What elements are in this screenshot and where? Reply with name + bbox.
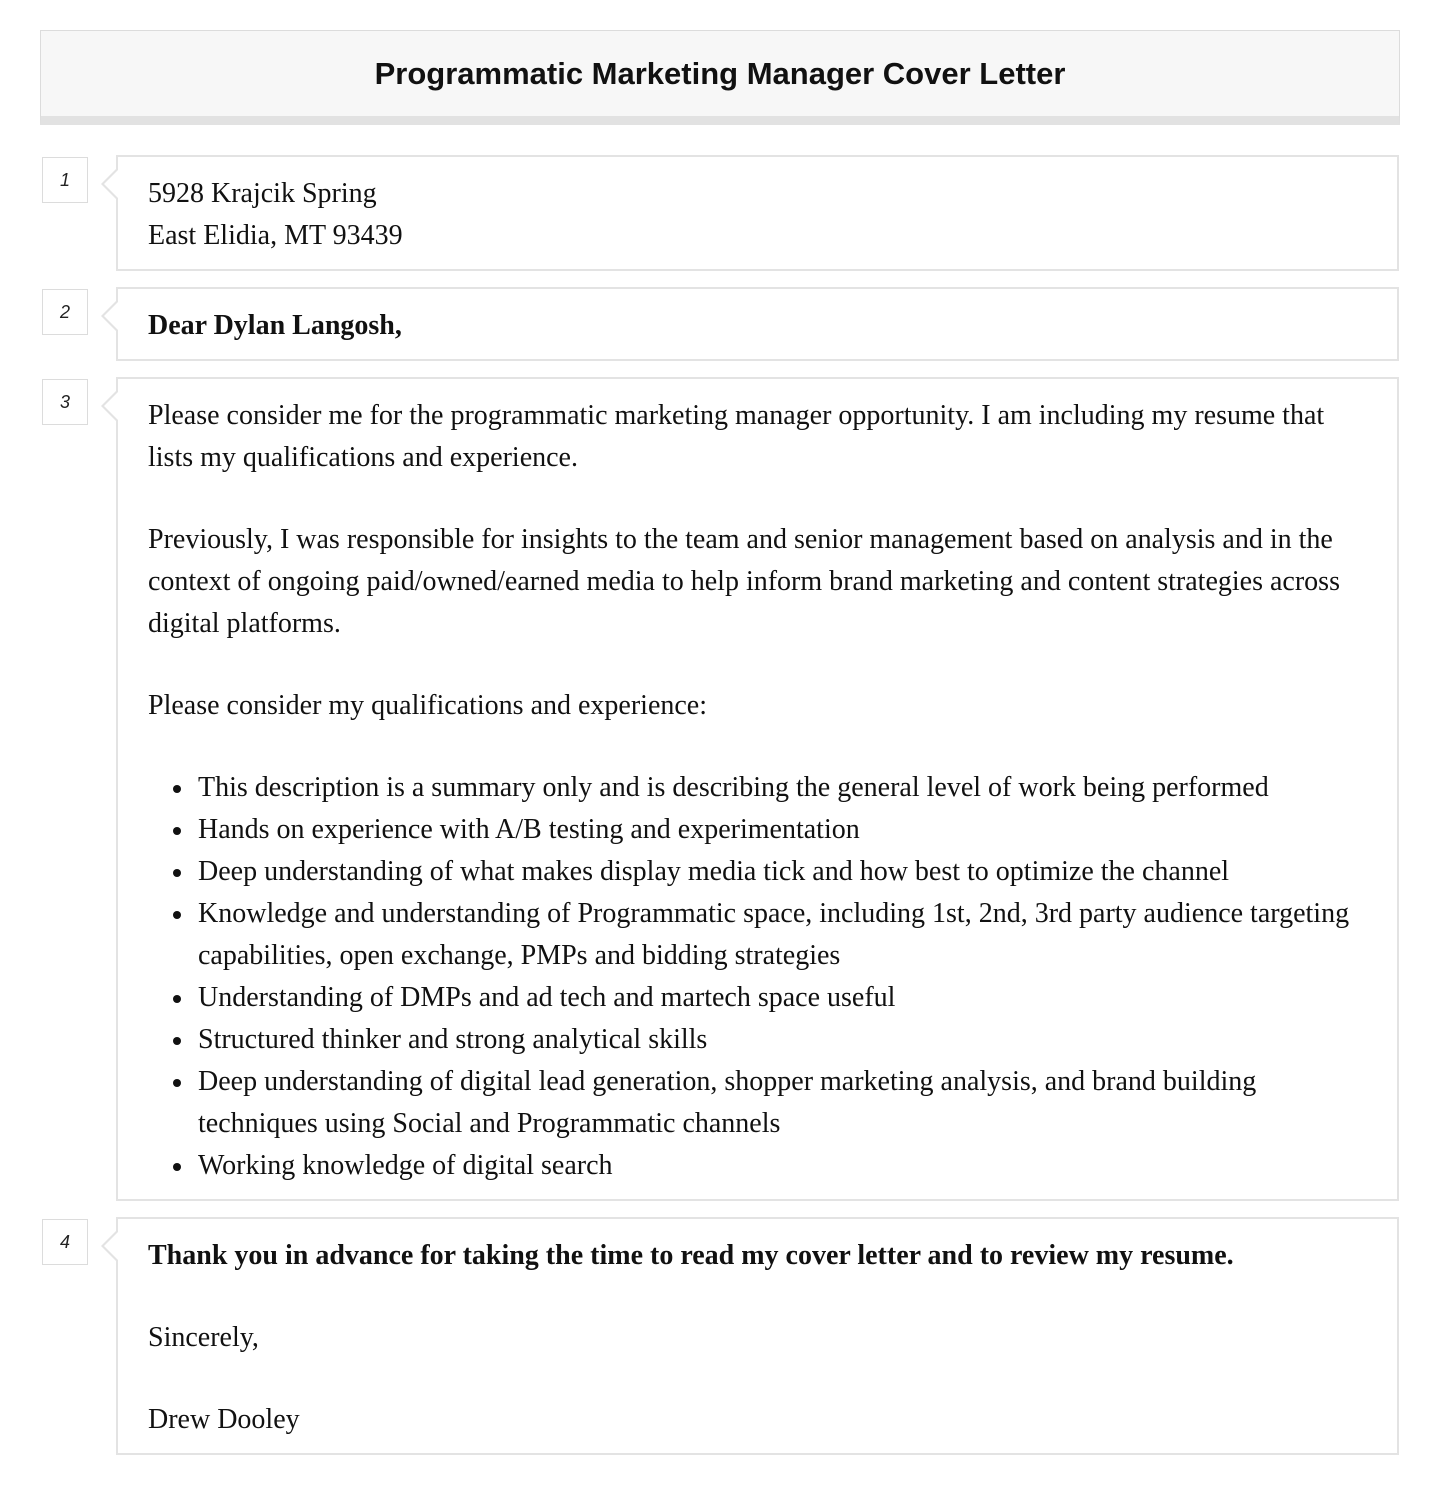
list-item: This description is a summary only and is describing the general level of work being performed bbox=[198, 767, 1367, 809]
list-item: Deep understanding of what makes display media tick and how best to optimize the channel bbox=[198, 851, 1367, 893]
address-line-1: 5928 Krajcik Spring bbox=[148, 178, 377, 209]
closing-block bbox=[116, 1217, 1399, 1455]
section-number: 3 bbox=[42, 379, 88, 425]
experience-paragraph: Previously, I was responsible for insights to the team and senior management based on analysis and in the context of ongoing paid/owned/earned media to help inform brand marketing and content strategies across digital platforms. bbox=[148, 524, 1340, 639]
list-item: Structured thinker and strong analytical skills bbox=[198, 1019, 1367, 1061]
qualifications-list bbox=[148, 767, 1367, 1187]
list-item: Understanding of DMPs and ad tech and martech space useful bbox=[198, 977, 1367, 1019]
greeting-block bbox=[116, 287, 1399, 361]
page-title: Programmatic Marketing Manager Cover Letter bbox=[374, 55, 1066, 91]
section-number: 2 bbox=[42, 289, 88, 335]
list-item: Knowledge and understanding of Programmatic space, including 1st, 2nd, 3rd party audience targeting capabilities, open exchange, PMPs and bidding strategies bbox=[198, 893, 1367, 977]
list-item: Deep understanding of digital lead generation, shopper marketing analysis, and brand building techniques using Social and Programmatic channels bbox=[198, 1061, 1367, 1145]
page-header bbox=[40, 30, 1400, 125]
closing-line: Thank you in advance for taking the time to read my cover letter and to review my resume. bbox=[148, 1240, 1234, 1271]
qualifications-intro: Please consider my qualifications and experience: bbox=[148, 690, 708, 721]
greeting: Dear Dylan Langosh, bbox=[148, 310, 402, 341]
section-number: 4 bbox=[42, 1219, 88, 1265]
intro-paragraph: Please consider me for the programmatic marketing manager opportunity. I am including my resume that lists my qualifications and experience. bbox=[148, 400, 1325, 473]
signoff: Sincerely, bbox=[148, 1322, 259, 1353]
section-number: 1 bbox=[42, 157, 88, 203]
address-block bbox=[116, 155, 1399, 271]
list-item: Working knowledge of digital search bbox=[198, 1145, 1367, 1187]
signature: Drew Dooley bbox=[148, 1404, 300, 1435]
body-block bbox=[116, 377, 1399, 1201]
address-line-2: East Elidia, MT 93439 bbox=[148, 220, 403, 251]
list-item: Hands on experience with A/B testing and experimentation bbox=[198, 809, 1367, 851]
